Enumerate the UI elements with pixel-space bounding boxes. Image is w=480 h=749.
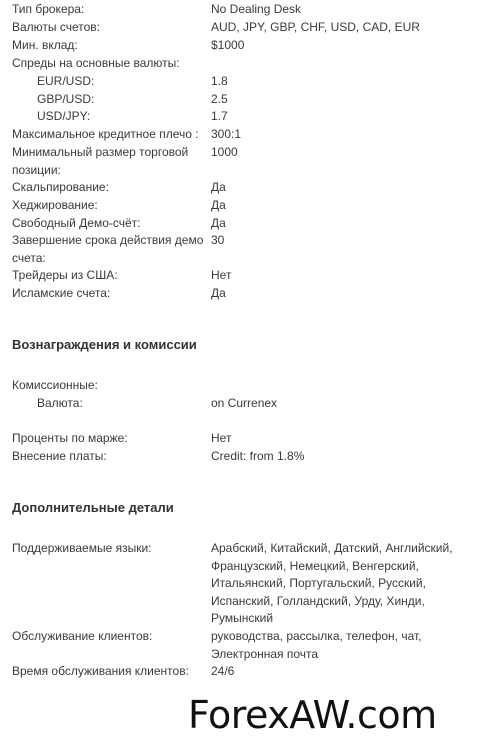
max-leverage-value: 300:1: [211, 127, 242, 141]
min-deposit-label: Мин. вклад:: [12, 38, 78, 52]
account-currencies-label: Валюты счетов:: [12, 20, 101, 34]
min-deposit-value: $1000: [211, 38, 245, 52]
currency-value: on Currenex: [211, 396, 278, 410]
service-hours-label: Время обслуживания клиентов:: [12, 664, 189, 678]
us-traders-label: Трейдеры из США:: [12, 268, 118, 282]
gbpusd-value: 2.5: [211, 92, 228, 106]
gbpusd-label: GBP/USD:: [37, 92, 95, 106]
hedging-value: Да: [211, 198, 226, 212]
broker-type-value: No Dealing Desk: [211, 2, 302, 16]
eurusd-value: 1.8: [211, 74, 228, 88]
eurusd-label: EUR/USD:: [37, 74, 95, 88]
commissions-label: Комиссионные:: [12, 378, 98, 392]
free-demo-label: Свободный Демо-счёт:: [12, 216, 141, 230]
islamic-accounts-label: Исламские счета:: [12, 286, 111, 300]
demo-expiry-label: Завершение срока действия демо счета:: [12, 233, 204, 265]
min-position-value: 1000: [211, 145, 238, 159]
customer-service-label: Обслуживание клиентов:: [12, 629, 153, 643]
free-demo-value: Да: [211, 216, 226, 230]
currency-label: Валюта:: [37, 396, 83, 410]
usdjpy-label: USD/JPY:: [37, 109, 91, 123]
fee-payment-label: Внесение платы:: [12, 449, 107, 463]
max-leverage-label: Максимальное кредитное плечо :: [12, 127, 199, 141]
margin-interest-label: Проценты по марже:: [12, 431, 128, 445]
fee-payment-value: Credit: from 1.8%: [211, 449, 305, 463]
margin-interest-value: Нет: [211, 431, 232, 445]
details-section-title: Дополнительные детали: [12, 500, 174, 515]
usdjpy-value: 1.7: [211, 109, 228, 123]
account-currencies-value: AUD, JPY, GBP, CHF, USD, CAD, EUR: [211, 20, 420, 34]
languages-label: Поддерживаемые языки:: [12, 541, 152, 555]
broker-type-label: Тип брокера:: [12, 2, 85, 16]
watermark: ForexAW.com: [188, 693, 437, 737]
islamic-accounts-value: Да: [211, 286, 226, 300]
spreads-label: Спреды на основные валюты:: [12, 56, 180, 70]
hedging-label: Хеджирование:: [12, 198, 98, 212]
min-position-label: Минимальный размер торговой позиции:: [12, 145, 189, 177]
scalping-label: Скальпирование:: [12, 180, 109, 194]
scalping-value: Да: [211, 180, 226, 194]
service-hours-value: 24/6: [211, 664, 235, 678]
customer-service-value: руководства, рассылка, телефон, чат, Электронная почта: [211, 629, 422, 661]
demo-expiry-value: 30: [211, 233, 225, 247]
rewards-section-title: Вознаграждения и комиссии: [12, 337, 197, 352]
languages-value: Арабский, Китайский, Датский, Английский, Французский, Немецкий, Венгерский, Итальянский, Португальский, Русский, Испанский, Голландский, Урду, Хинди, Румынский: [211, 541, 453, 625]
us-traders-value: Нет: [211, 268, 232, 282]
